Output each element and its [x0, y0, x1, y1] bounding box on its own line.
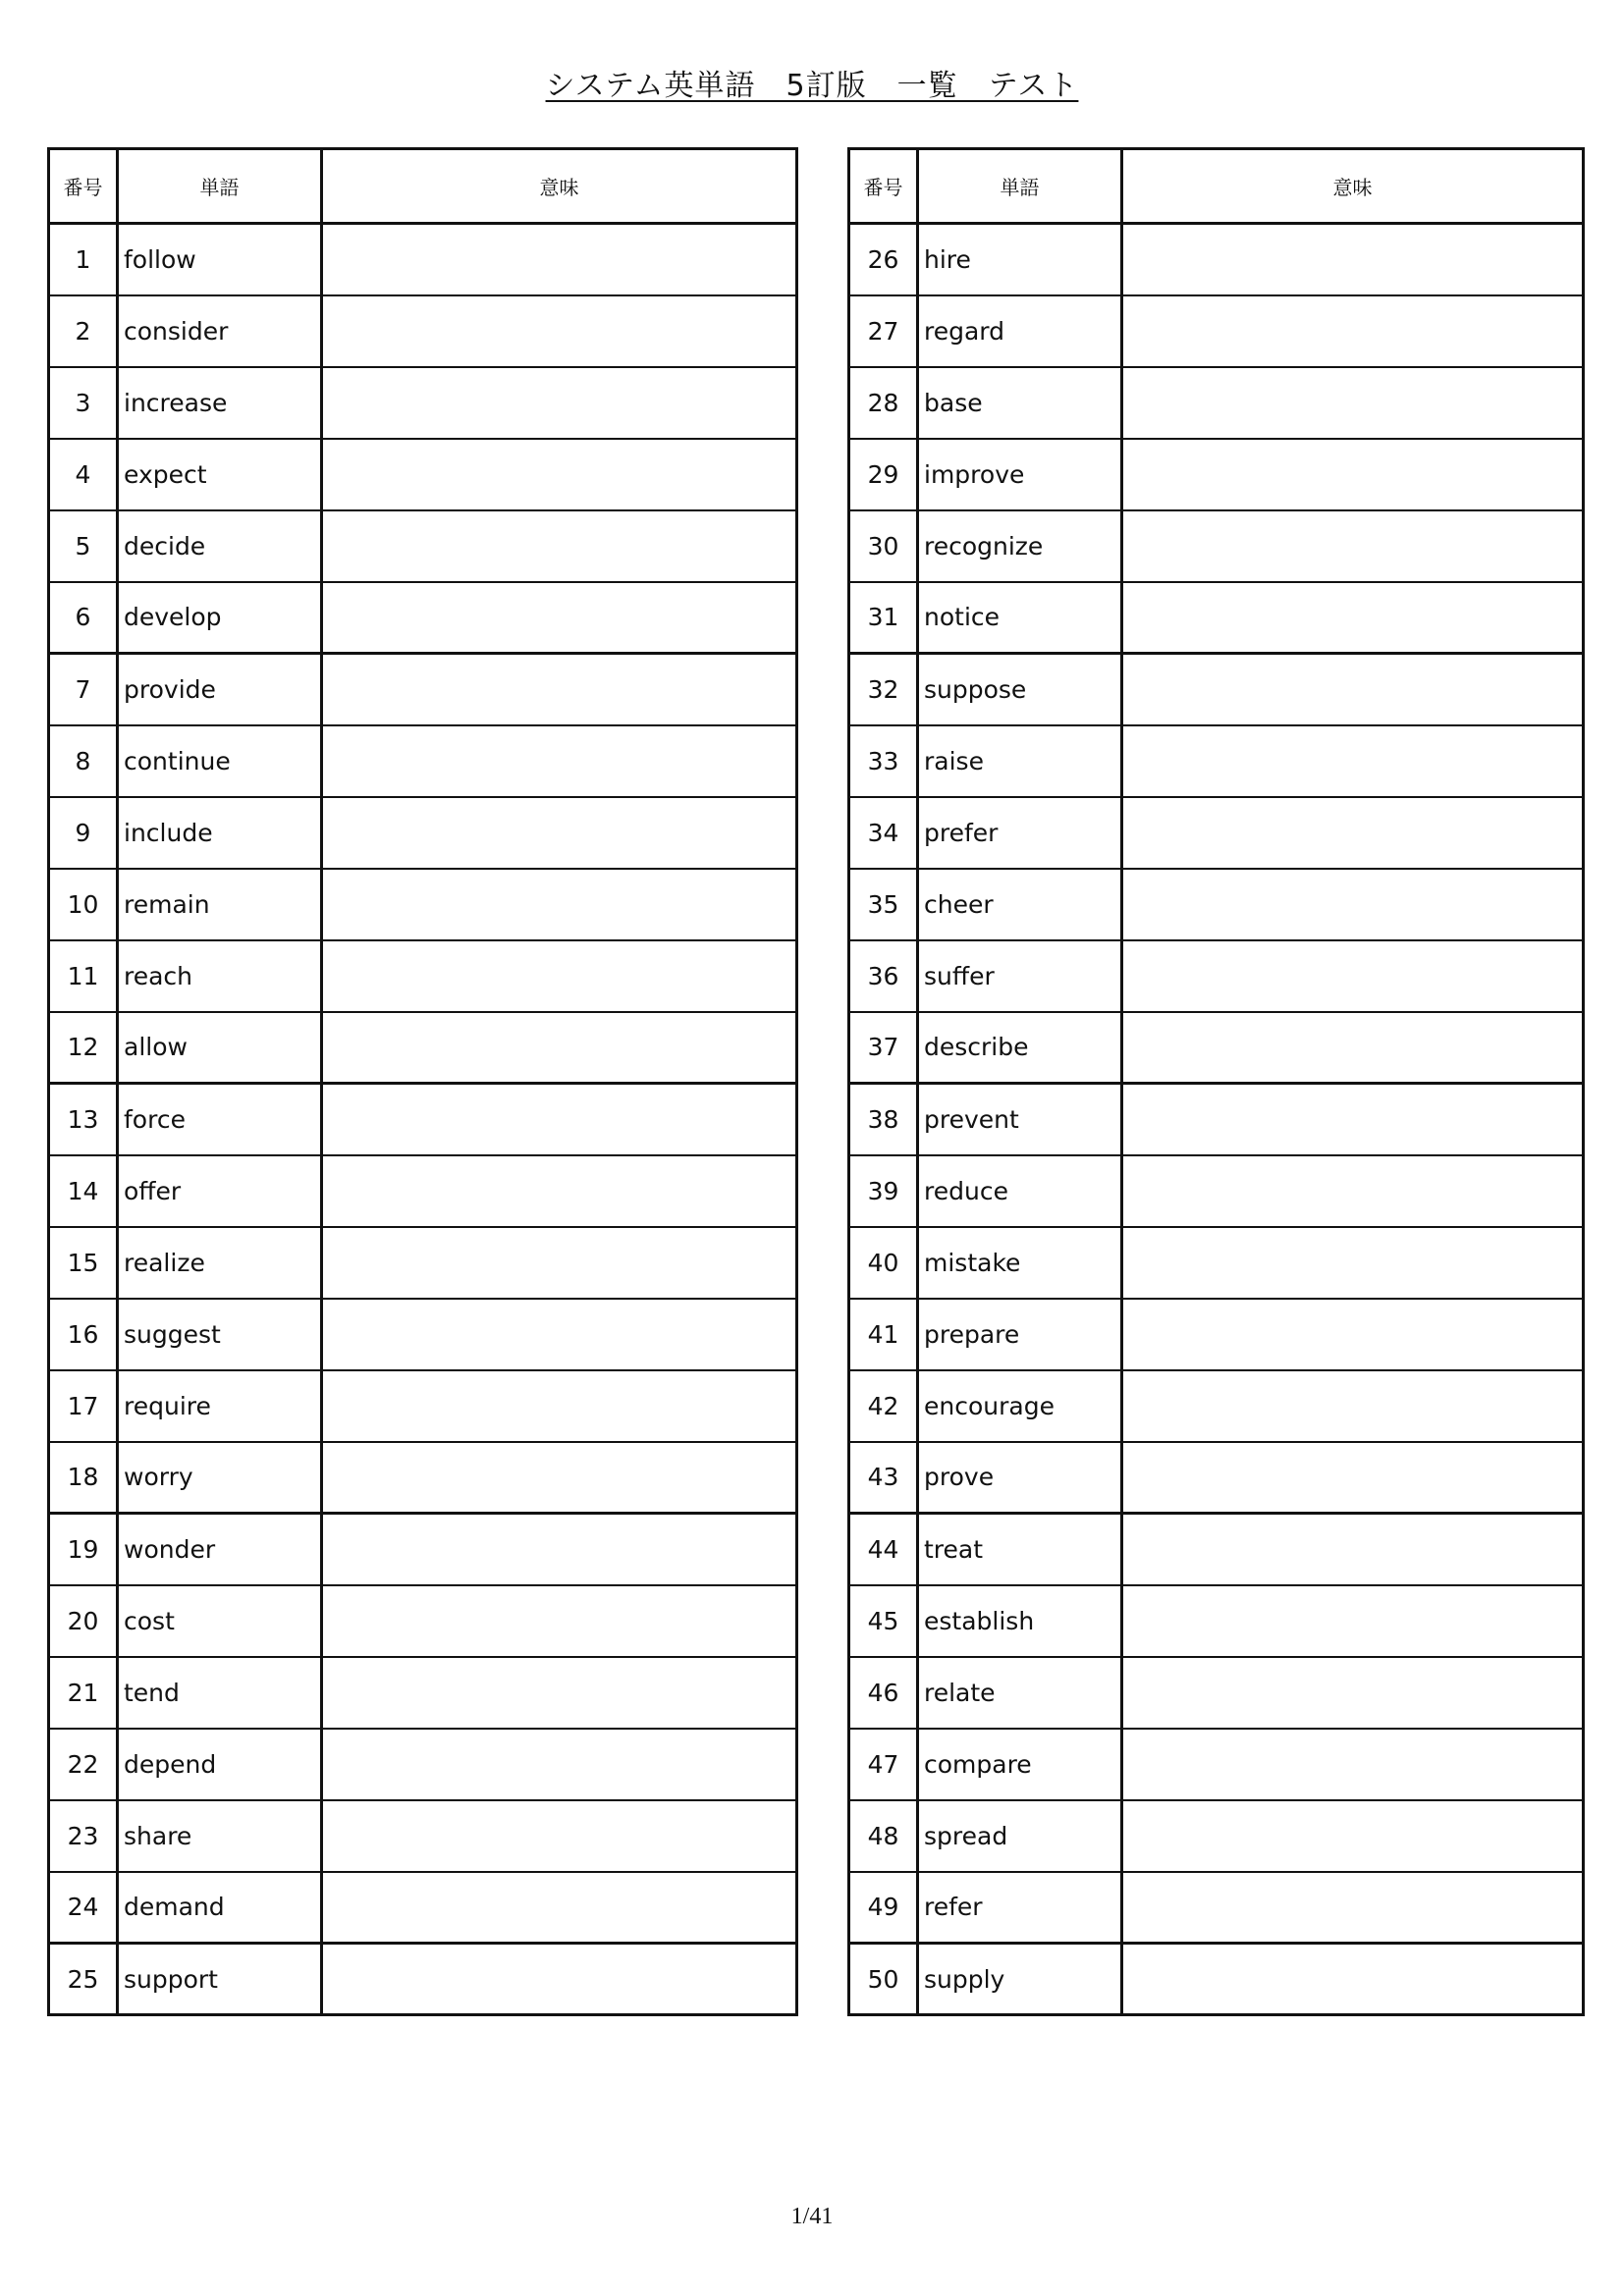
word-text: cost: [118, 1585, 322, 1657]
word-text: force: [118, 1084, 322, 1155]
word-number: 28: [849, 367, 918, 439]
word-row: [849, 1729, 1584, 1800]
meaning-answer-cell[interactable]: [322, 1442, 797, 1514]
word-text: suffer: [918, 940, 1122, 1012]
word-text: reach: [118, 940, 322, 1012]
word-text: improve: [918, 439, 1122, 510]
header-meaning: 意味: [1122, 149, 1584, 224]
word-row: [49, 1227, 797, 1299]
word-number: 16: [49, 1299, 118, 1370]
word-row: [49, 1657, 797, 1729]
meaning-answer-cell[interactable]: [1122, 224, 1584, 295]
word-number: 40: [849, 1227, 918, 1299]
word-text: supply: [918, 1944, 1122, 2015]
vocab-table-right: [847, 147, 1585, 2016]
meaning-answer-cell[interactable]: [1122, 1299, 1584, 1370]
word-row: [849, 1872, 1584, 1944]
word-row: [849, 940, 1584, 1012]
word-number: 20: [49, 1585, 118, 1657]
meaning-answer-cell[interactable]: [1122, 797, 1584, 869]
word-row: [849, 1299, 1584, 1370]
word-number: 37: [849, 1012, 918, 1084]
meaning-answer-cell[interactable]: [1122, 940, 1584, 1012]
word-number: 50: [849, 1944, 918, 2015]
meaning-answer-cell[interactable]: [322, 1585, 797, 1657]
word-number: 18: [49, 1442, 118, 1514]
meaning-answer-cell[interactable]: [322, 1299, 797, 1370]
meaning-answer-cell[interactable]: [322, 439, 797, 510]
word-row: [849, 1800, 1584, 1872]
word-row: [49, 1442, 797, 1514]
word-number: 11: [49, 940, 118, 1012]
word-row: [849, 1442, 1584, 1514]
header-number: 番号: [849, 149, 918, 224]
meaning-answer-cell[interactable]: [322, 654, 797, 725]
meaning-answer-cell[interactable]: [322, 940, 797, 1012]
word-row: [849, 510, 1584, 582]
word-number: 3: [49, 367, 118, 439]
meaning-answer-cell[interactable]: [1122, 367, 1584, 439]
word-text: hire: [918, 224, 1122, 295]
word-row: [49, 869, 797, 940]
vocab-table-right-body: [849, 224, 1584, 2015]
page-indicator: 1/41: [790, 2204, 834, 2229]
word-number: 32: [849, 654, 918, 725]
meaning-answer-cell[interactable]: [322, 725, 797, 797]
word-row: [49, 224, 797, 295]
word-text: support: [118, 1944, 322, 2015]
word-number: 1: [49, 224, 118, 295]
meaning-answer-cell[interactable]: [1122, 869, 1584, 940]
word-number: 2: [49, 295, 118, 367]
word-number: 5: [49, 510, 118, 582]
meaning-answer-cell[interactable]: [1122, 1227, 1584, 1299]
word-text: worry: [118, 1442, 322, 1514]
word-number: 35: [849, 869, 918, 940]
word-number: 10: [49, 869, 118, 940]
word-text: compare: [918, 1729, 1122, 1800]
word-text: remain: [118, 869, 322, 940]
word-text: share: [118, 1800, 322, 1872]
word-row: [49, 654, 797, 725]
word-number: 49: [849, 1872, 918, 1944]
word-text: suppose: [918, 654, 1122, 725]
meaning-answer-cell[interactable]: [1122, 654, 1584, 725]
word-row: [49, 797, 797, 869]
word-row: [849, 1155, 1584, 1227]
word-number: 27: [849, 295, 918, 367]
word-text: prepare: [918, 1299, 1122, 1370]
word-number: 47: [849, 1729, 918, 1800]
word-row: [849, 1585, 1584, 1657]
word-text: prove: [918, 1442, 1122, 1514]
header-word: 単語: [118, 149, 322, 224]
header-word: 単語: [918, 149, 1122, 224]
word-row: [849, 1227, 1584, 1299]
word-text: offer: [118, 1155, 322, 1227]
word-text: mistake: [918, 1227, 1122, 1299]
word-row: [849, 1084, 1584, 1155]
word-text: tend: [118, 1657, 322, 1729]
meaning-answer-cell[interactable]: [322, 367, 797, 439]
meaning-answer-cell[interactable]: [322, 797, 797, 869]
word-text: cheer: [918, 869, 1122, 940]
word-number: 25: [49, 1944, 118, 2015]
word-row: [49, 1084, 797, 1155]
meaning-answer-cell[interactable]: [322, 869, 797, 940]
meaning-answer-cell[interactable]: [322, 295, 797, 367]
word-text: provide: [118, 654, 322, 725]
word-text: establish: [918, 1585, 1122, 1657]
meaning-answer-cell[interactable]: [322, 1370, 797, 1442]
word-row: [49, 940, 797, 1012]
page-title-text: システム英単語 5訂版 一覧 テスト: [545, 69, 1079, 103]
word-number: 34: [849, 797, 918, 869]
word-text: include: [118, 797, 322, 869]
meaning-answer-cell[interactable]: [1122, 510, 1584, 582]
meaning-answer-cell[interactable]: [1122, 1514, 1584, 1585]
word-row: [49, 1155, 797, 1227]
word-text: develop: [118, 582, 322, 654]
word-number: 19: [49, 1514, 118, 1585]
word-row: [49, 1729, 797, 1800]
word-text: wonder: [118, 1514, 322, 1585]
word-text: continue: [118, 725, 322, 797]
meaning-answer-cell[interactable]: [1122, 725, 1584, 797]
meaning-answer-cell[interactable]: [1122, 1370, 1584, 1442]
word-number: 12: [49, 1012, 118, 1084]
word-row: [849, 1944, 1584, 2015]
word-text: increase: [118, 367, 322, 439]
word-row: [49, 1800, 797, 1872]
meaning-answer-cell[interactable]: [322, 1012, 797, 1084]
word-number: 44: [849, 1514, 918, 1585]
word-row: [49, 510, 797, 582]
meaning-answer-cell[interactable]: [322, 224, 797, 295]
word-number: 22: [49, 1729, 118, 1800]
word-text: follow: [118, 224, 322, 295]
word-number: 7: [49, 654, 118, 725]
meaning-answer-cell[interactable]: [1122, 1442, 1584, 1514]
word-row: [849, 1514, 1584, 1585]
word-text: prevent: [918, 1084, 1122, 1155]
word-text: suggest: [118, 1299, 322, 1370]
word-text: demand: [118, 1872, 322, 1944]
word-number: 43: [849, 1442, 918, 1514]
word-text: require: [118, 1370, 322, 1442]
word-row: [49, 1370, 797, 1442]
meaning-answer-cell[interactable]: [1122, 1084, 1584, 1155]
table-header-row: [49, 149, 797, 224]
meaning-answer-cell[interactable]: [322, 510, 797, 582]
meaning-answer-cell[interactable]: [322, 1729, 797, 1800]
word-text: spread: [918, 1800, 1122, 1872]
meaning-answer-cell[interactable]: [1122, 1729, 1584, 1800]
word-row: [49, 1299, 797, 1370]
word-number: 48: [849, 1800, 918, 1872]
word-text: encourage: [918, 1370, 1122, 1442]
word-text: decide: [118, 510, 322, 582]
word-text: raise: [918, 725, 1122, 797]
meaning-answer-cell[interactable]: [1122, 1872, 1584, 1944]
word-number: 14: [49, 1155, 118, 1227]
word-number: 8: [49, 725, 118, 797]
word-row: [49, 439, 797, 510]
word-number: 4: [49, 439, 118, 510]
vocab-table-left: [47, 147, 798, 2016]
meaning-answer-cell[interactable]: [322, 1872, 797, 1944]
word-row: [849, 439, 1584, 510]
word-row: [849, 654, 1584, 725]
meaning-answer-cell[interactable]: [1122, 1657, 1584, 1729]
meaning-answer-cell[interactable]: [1122, 1800, 1584, 1872]
word-row: [49, 1872, 797, 1944]
word-text: depend: [118, 1729, 322, 1800]
word-number: 26: [849, 224, 918, 295]
word-number: 36: [849, 940, 918, 1012]
word-text: refer: [918, 1872, 1122, 1944]
word-text: relate: [918, 1657, 1122, 1729]
header-meaning: 意味: [322, 149, 797, 224]
word-text: describe: [918, 1012, 1122, 1084]
word-row: [849, 797, 1584, 869]
meaning-answer-cell[interactable]: [1122, 295, 1584, 367]
word-number: 45: [849, 1585, 918, 1657]
word-number: 9: [49, 797, 118, 869]
meaning-answer-cell[interactable]: [322, 1657, 797, 1729]
word-number: 42: [849, 1370, 918, 1442]
word-number: 21: [49, 1657, 118, 1729]
word-row: [49, 1514, 797, 1585]
word-number: 24: [49, 1872, 118, 1944]
word-row: [849, 725, 1584, 797]
word-row: [849, 295, 1584, 367]
word-row: [849, 1370, 1584, 1442]
word-number: 39: [849, 1155, 918, 1227]
word-row: [849, 582, 1584, 654]
word-row: [849, 224, 1584, 295]
meaning-answer-cell[interactable]: [322, 1944, 797, 2015]
page-title: [0, 67, 1624, 106]
meaning-answer-cell[interactable]: [322, 1084, 797, 1155]
vocab-table-left-body: [49, 224, 797, 2015]
word-row: [49, 295, 797, 367]
meaning-answer-cell[interactable]: [322, 1227, 797, 1299]
meaning-answer-cell[interactable]: [322, 1514, 797, 1585]
meaning-answer-cell[interactable]: [1122, 439, 1584, 510]
word-text: base: [918, 367, 1122, 439]
meaning-answer-cell[interactable]: [322, 582, 797, 654]
word-row: [49, 1944, 797, 2015]
word-text: expect: [118, 439, 322, 510]
meaning-answer-cell[interactable]: [1122, 1585, 1584, 1657]
word-text: allow: [118, 1012, 322, 1084]
word-row: [849, 1012, 1584, 1084]
word-text: reduce: [918, 1155, 1122, 1227]
word-number: 46: [849, 1657, 918, 1729]
table-header-row: [849, 149, 1584, 224]
word-row: [49, 367, 797, 439]
meaning-answer-cell[interactable]: [1122, 1155, 1584, 1227]
word-text: consider: [118, 295, 322, 367]
word-number: 29: [849, 439, 918, 510]
word-number: 38: [849, 1084, 918, 1155]
word-number: 31: [849, 582, 918, 654]
word-number: 13: [49, 1084, 118, 1155]
word-text: notice: [918, 582, 1122, 654]
meaning-answer-cell[interactable]: [1122, 582, 1584, 654]
word-text: prefer: [918, 797, 1122, 869]
word-number: 41: [849, 1299, 918, 1370]
word-row: [49, 1012, 797, 1084]
word-number: 17: [49, 1370, 118, 1442]
meaning-answer-cell[interactable]: [322, 1800, 797, 1872]
word-text: regard: [918, 295, 1122, 367]
word-text: recognize: [918, 510, 1122, 582]
word-number: 33: [849, 725, 918, 797]
word-number: 30: [849, 510, 918, 582]
word-row: [849, 869, 1584, 940]
word-number: 15: [49, 1227, 118, 1299]
meaning-answer-cell[interactable]: [1122, 1944, 1584, 2015]
word-row: [49, 582, 797, 654]
meaning-answer-cell[interactable]: [322, 1155, 797, 1227]
meaning-answer-cell[interactable]: [1122, 1012, 1584, 1084]
word-row: [49, 725, 797, 797]
word-number: 23: [49, 1800, 118, 1872]
word-row: [849, 367, 1584, 439]
word-row: [849, 1657, 1584, 1729]
word-row: [49, 1585, 797, 1657]
word-text: realize: [118, 1227, 322, 1299]
word-number: 6: [49, 582, 118, 654]
word-text: treat: [918, 1514, 1122, 1585]
header-number: 番号: [49, 149, 118, 224]
